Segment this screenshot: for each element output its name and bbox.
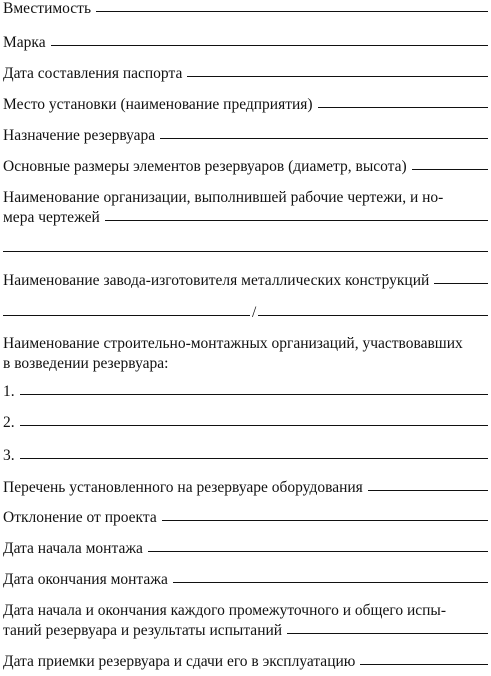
assembly-start-blank[interactable]	[148, 550, 488, 552]
passport-date-blank[interactable]	[187, 75, 488, 77]
location-row	[3, 96, 488, 114]
builder-item-3	[3, 447, 488, 465]
drawings-label-line1: Наименование организации, выполнившей рабочие чертежи, и но-	[3, 189, 444, 206]
capacity-label: Вместимость	[3, 0, 92, 17]
manufacturer-row	[3, 272, 488, 290]
builder-item-1-number: 1.	[3, 383, 15, 400]
builder-item-3-number: 3.	[3, 447, 15, 464]
acceptance-label: Дата приемки резервуара и сдачи его в эксплуатацию	[3, 653, 356, 670]
passport-date-row	[3, 65, 488, 83]
drawings-paragraph	[3, 188, 488, 228]
brand-label: Марка	[3, 34, 46, 51]
drawings-extra-line[interactable]	[3, 251, 488, 252]
tests-last-row	[3, 621, 488, 641]
assembly-start-row	[3, 540, 488, 558]
builders-label-line2: в возведении резервуара:	[3, 355, 169, 372]
location-label: Место установки (наименование предприятия)	[3, 96, 313, 113]
manufacturer-blank-right[interactable]	[258, 314, 488, 316]
manufacturer-blank[interactable]	[434, 282, 488, 284]
builder-item-1-blank[interactable]	[20, 393, 488, 395]
passport-date-label: Дата составления паспорта	[3, 65, 183, 82]
manufacturer-split-row	[3, 304, 488, 322]
deviation-row	[3, 509, 488, 527]
brand-blank[interactable]	[51, 44, 488, 46]
builder-item-3-blank[interactable]	[20, 457, 488, 459]
purpose-label: Назначение резервуара	[3, 127, 156, 144]
capacity-row	[3, 0, 488, 18]
builder-item-2-blank[interactable]	[20, 424, 488, 426]
assembly-end-label: Дата окончания монтажа	[3, 571, 168, 588]
purpose-row	[3, 127, 488, 145]
acceptance-blank[interactable]	[360, 663, 488, 665]
tests-label-line2: таний резервуара и результаты испытаний	[3, 622, 283, 639]
manufacturer-label: Наименование завода-изготовителя металлических конструкций	[3, 272, 430, 289]
drawings-last-row	[3, 208, 488, 228]
dimensions-label: Основные размеры элементов резервуаров (диаметр, высота)	[3, 158, 407, 175]
assembly-end-row	[3, 571, 488, 589]
assembly-end-blank[interactable]	[173, 581, 488, 583]
builders-label-line1: Наименование строительно-монтажных организаций, участвовавших	[3, 335, 463, 352]
split-separator: /	[252, 304, 257, 321]
deviation-label: Отклонение от проекта	[3, 509, 157, 526]
assembly-start-label: Дата начала монтажа	[3, 540, 143, 557]
purpose-blank[interactable]	[160, 137, 488, 139]
dimensions-blank[interactable]	[412, 168, 488, 170]
drawings-blank[interactable]	[105, 219, 488, 221]
tests-blank[interactable]	[287, 632, 488, 634]
tests-label-line1: Дата начала и окончания каждого промежуточного и общего испы-	[3, 602, 446, 619]
capacity-blank[interactable]	[96, 10, 488, 12]
builder-item-1	[3, 383, 488, 401]
brand-row	[3, 34, 488, 52]
tests-paragraph	[3, 601, 488, 641]
drawings-label-line2: мера чертежей	[3, 209, 100, 226]
deviation-blank[interactable]	[162, 519, 488, 521]
builders-paragraph	[3, 334, 488, 374]
equipment-row	[3, 479, 488, 497]
dimensions-row	[3, 158, 488, 176]
acceptance-row	[3, 653, 488, 671]
manufacturer-blank-left[interactable]	[3, 314, 250, 316]
equipment-label: Перечень установленного на резервуаре оборудования	[3, 479, 363, 496]
builder-item-2	[3, 414, 488, 432]
location-blank[interactable]	[318, 106, 488, 108]
builder-item-2-number: 2.	[3, 414, 15, 431]
equipment-blank[interactable]	[368, 489, 488, 491]
